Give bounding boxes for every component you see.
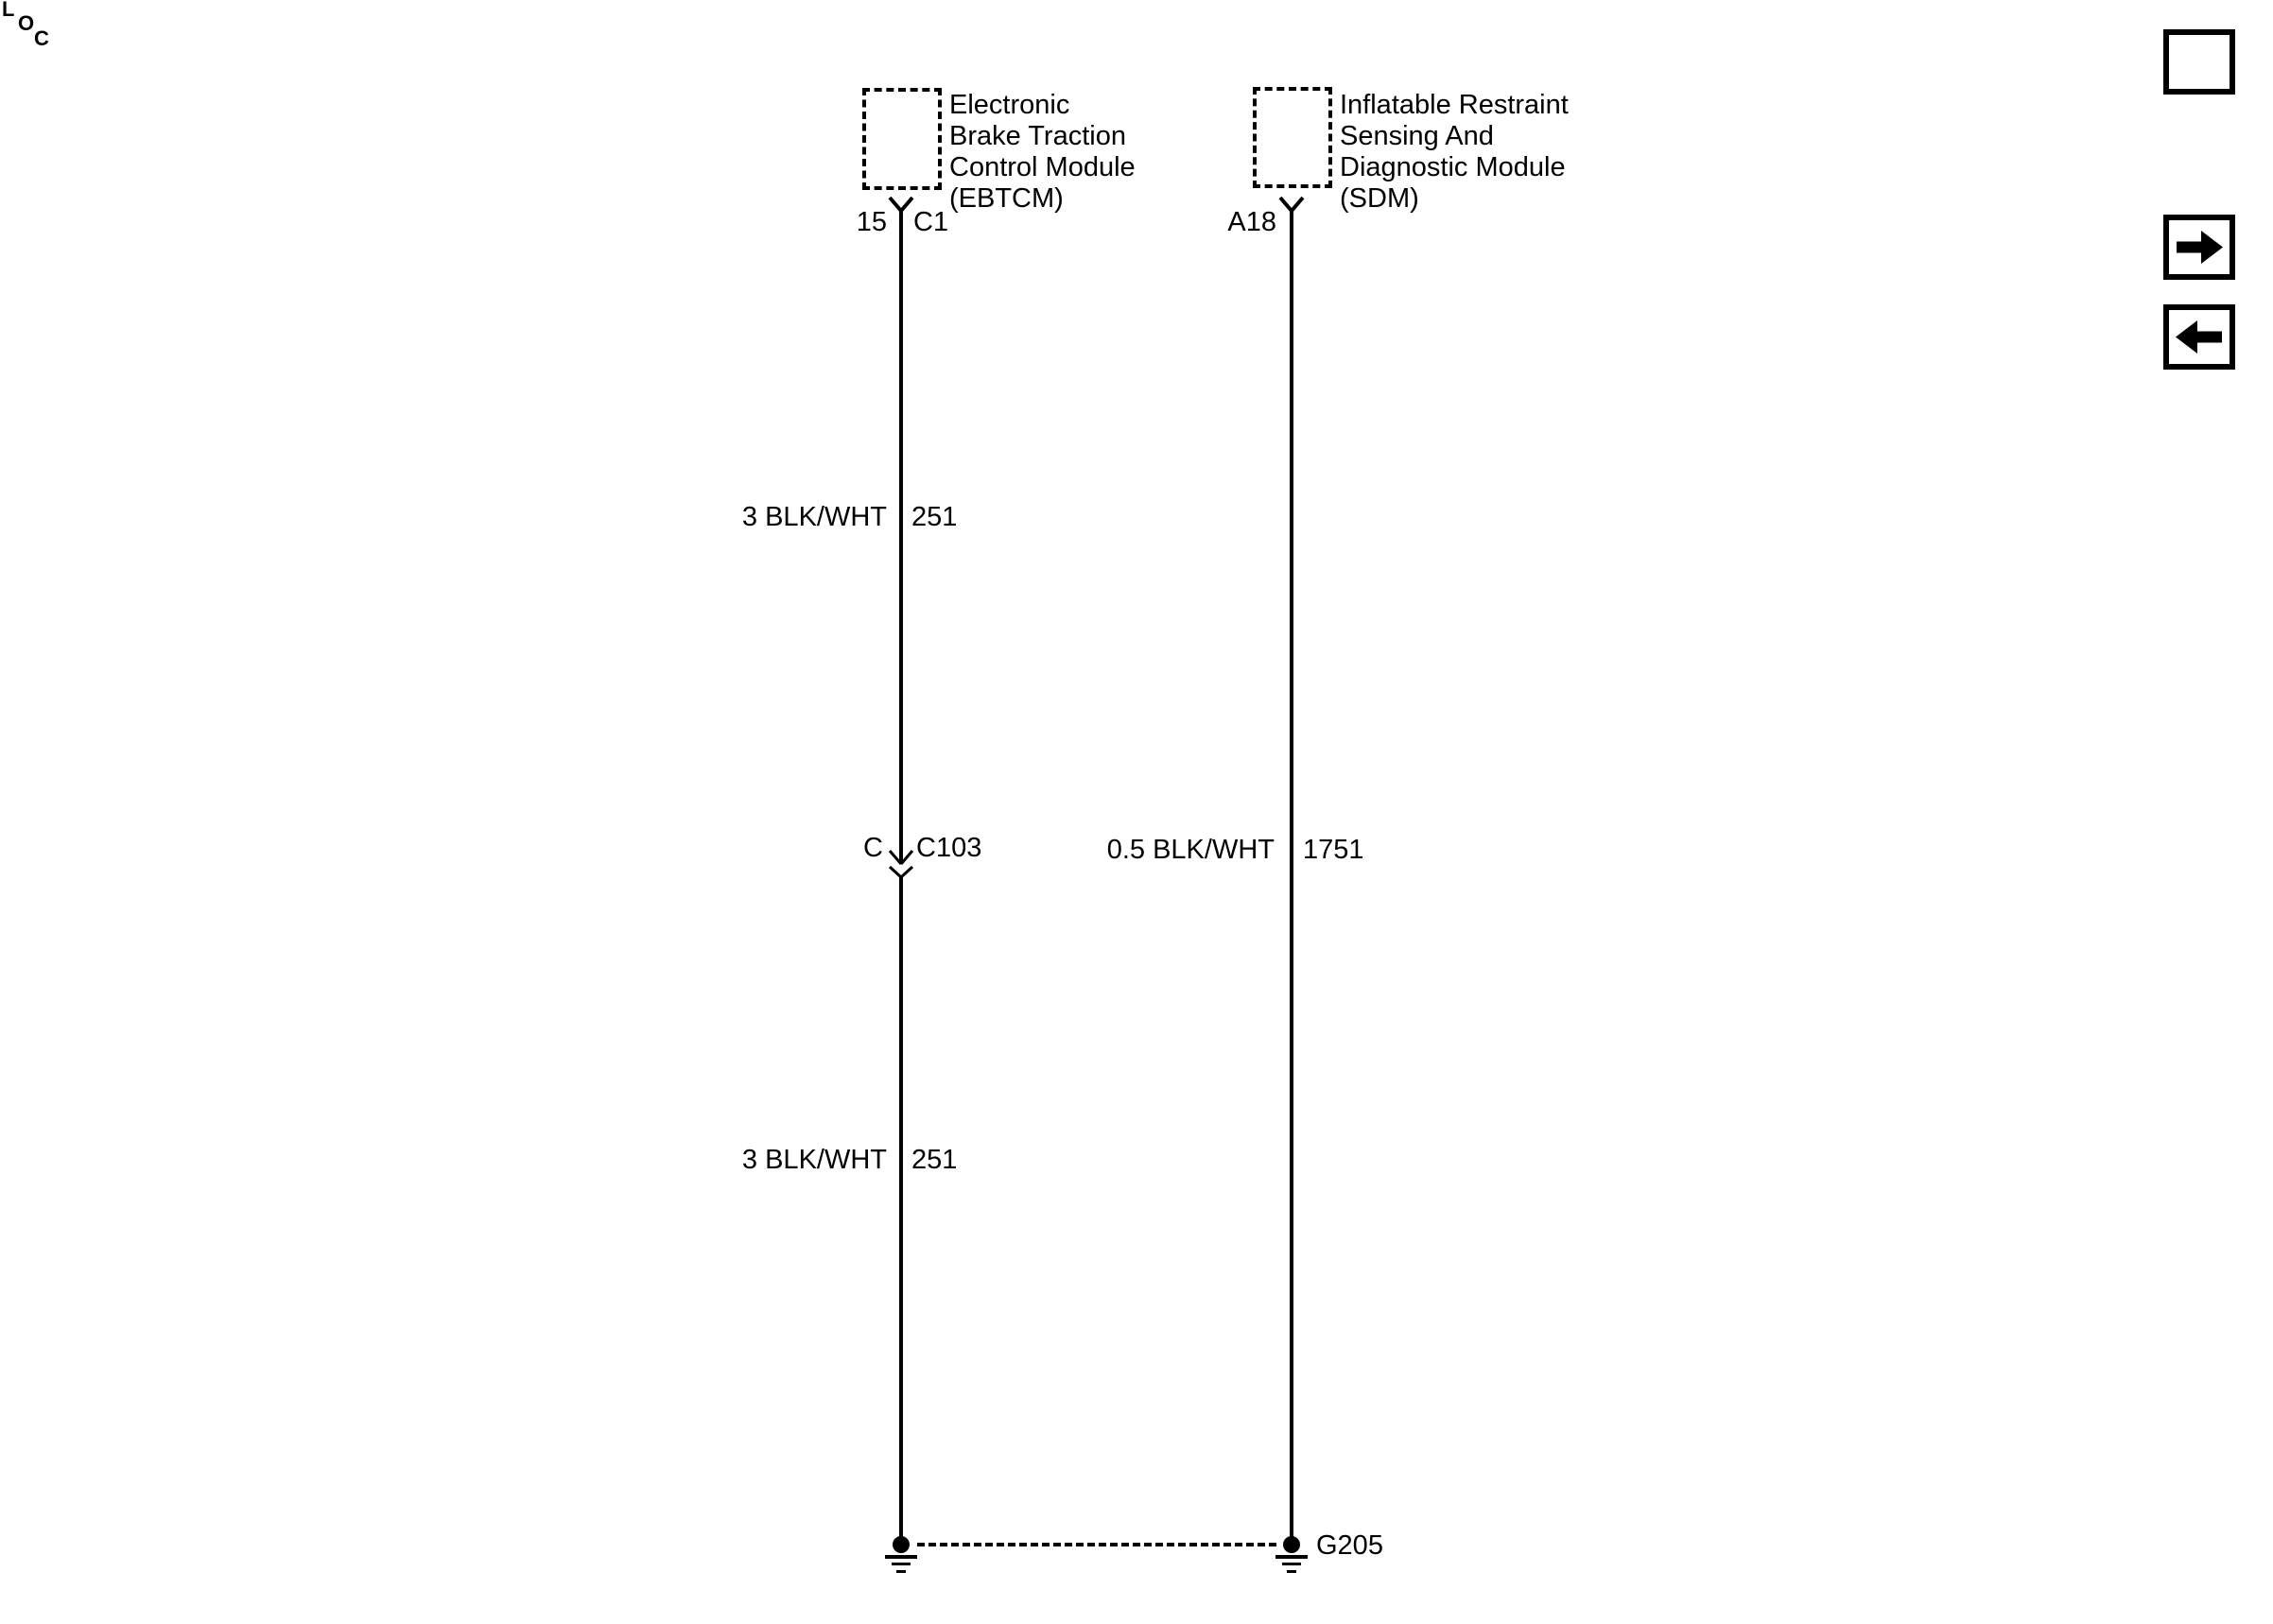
loc-letter-c: C — [34, 26, 49, 50]
sdm-module-label — [1340, 90, 1569, 215]
ebtcm-module-box — [862, 88, 942, 190]
ebtcm-module-label — [949, 90, 1136, 215]
left-arrow-icon — [2169, 310, 2230, 364]
right-arrow-icon — [2169, 220, 2230, 274]
sdm-pin-label: A18 — [1227, 207, 1276, 237]
ebtcm-connector-label: C1 — [913, 207, 949, 237]
module-label-line: (EBTCM) — [949, 183, 1064, 214]
loc-button[interactable] — [2163, 29, 2235, 95]
inline-connector-name-label: C103 — [916, 833, 982, 863]
wire-circuit-label-lower-left: 251 — [911, 1145, 958, 1175]
connector-fork-icon — [1276, 196, 1307, 222]
next-page-button[interactable] — [2163, 215, 2235, 280]
ebtcm-pin-label: 15 — [856, 207, 887, 237]
inline-connector-pin-label: C — [863, 833, 883, 863]
wire-circuit-label-right: 1751 — [1303, 835, 1364, 865]
module-label-line: Electronic — [949, 90, 1070, 120]
wire-gauge-label-upper-left: 3 BLK/WHT — [741, 502, 887, 532]
ground-id-label: G205 — [1316, 1530, 1383, 1561]
module-label-line: Control Module — [949, 152, 1136, 182]
module-label-line: (SDM) — [1340, 183, 1419, 214]
sdm-module-box — [1253, 87, 1332, 188]
wire-ebtcm-to-c103 — [899, 218, 903, 863]
ground-icon — [880, 1535, 922, 1584]
module-label-line: Inflatable Restraint — [1340, 90, 1569, 120]
module-label-line: Diagnostic Module — [1340, 152, 1566, 182]
wire-gauge-label-lower-left: 3 BLK/WHT — [741, 1145, 887, 1175]
loc-letter-l: L — [2, 0, 15, 21]
loc-letter-o: O — [18, 11, 35, 35]
wire-gauge-label-right: 0.5 BLK/WHT — [1106, 835, 1275, 865]
wire-sdm-to-ground — [1290, 219, 1293, 1537]
wire-c103-to-ground — [899, 875, 903, 1537]
module-label-line: Brake Traction — [949, 121, 1126, 151]
ground-link-dashed-line — [917, 1543, 1276, 1546]
prev-page-button[interactable] — [2163, 304, 2235, 370]
module-label-line: Sensing And — [1340, 121, 1494, 151]
wire-circuit-label-upper-left: 251 — [911, 502, 958, 532]
inline-connector-icon — [886, 849, 916, 879]
ground-icon — [1271, 1535, 1312, 1584]
